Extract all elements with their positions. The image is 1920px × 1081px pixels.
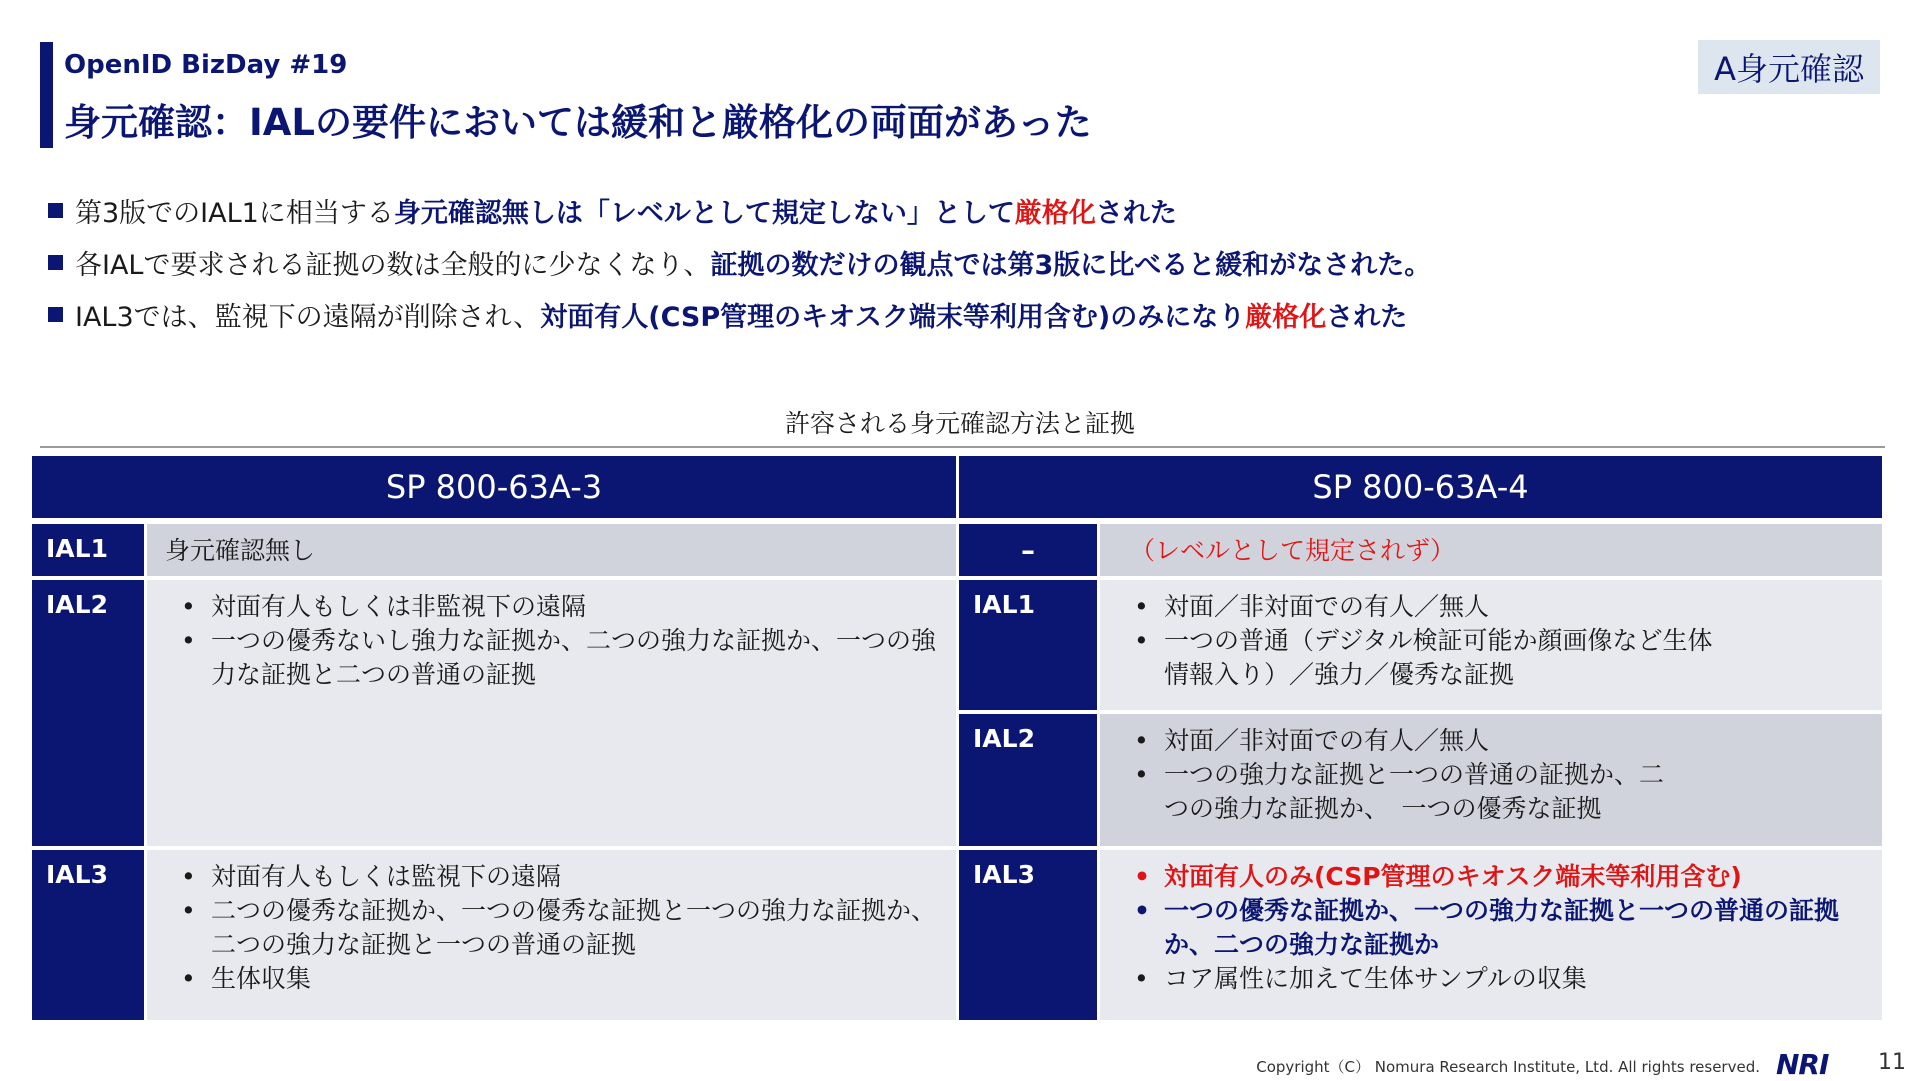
list-item: • 対面／非対面での有人／無人 <box>1118 724 1678 758</box>
bullet-3-seg-1: IAL3では、監視下の遠隔が削除され、 <box>75 301 541 333</box>
square-bullet-icon <box>48 307 63 322</box>
bullet-2-seg-1: 各IALで要求される証拠の数は全般的に少なくなり、 <box>75 249 711 281</box>
right-ial1-label: IAL1 <box>959 580 1097 710</box>
bullet-1-seg-2: 身元確認無しは「レベルとして規定しない」として <box>393 197 1015 229</box>
section-tag: A身元確認 <box>1698 40 1880 94</box>
page-number: 11 <box>1878 1050 1906 1075</box>
left-ial2-list <box>165 590 938 692</box>
list-item: • コア属性に加えて生体サンプルの収集 <box>1118 962 1864 996</box>
left-ial1-text: 身元確認無し <box>147 524 956 576</box>
list-item: • 二つの優秀な証拠か、一つの優秀な証拠と一つの強力な証拠か、二つの強力な証拠と一つの普通の証拠 <box>165 894 938 962</box>
right-ial3-list <box>1118 860 1864 996</box>
copyright-footer: Copyright（C） Nomura Research Institute, Ltd. All rights reserved. <box>1256 1058 1760 1076</box>
caption-divider <box>40 446 1885 448</box>
right-ial2-label: IAL2 <box>959 714 1097 846</box>
title-accent-bar <box>40 42 53 148</box>
bullet-3 <box>48 288 1878 340</box>
left-ial3-label: IAL3 <box>32 850 144 1020</box>
bullet-1-seg-1: 第3版でのIAL1に相当する <box>75 197 394 229</box>
right-ial2-list <box>1118 724 1678 826</box>
bullet-list <box>48 184 1878 340</box>
bullet-3-seg-3: 厳格化 <box>1245 301 1327 333</box>
table-caption: 許容される身元確認方法と証拠 <box>784 409 1135 438</box>
square-bullet-icon <box>48 203 63 218</box>
bullet-2 <box>48 236 1878 288</box>
list-item: • 対面有人もしくは監視下の遠隔 <box>165 860 938 894</box>
left-ial1-label: IAL1 <box>32 524 144 576</box>
left-ial2-label: IAL2 <box>32 580 144 846</box>
list-item: • 一つの普通（デジタル検証可能か顔画像など生体情報入り）／強力／優秀な証拠 <box>1118 624 1718 692</box>
list-item: • 対面有人もしくは非監視下の遠隔 <box>165 590 938 624</box>
list-item: • 対面／非対面での有人／無人 <box>1118 590 1718 624</box>
bullet-1-seg-4: された <box>1095 197 1177 229</box>
left-column-header: SP 800-63A-3 <box>32 456 956 518</box>
left-ial3-list <box>165 860 938 996</box>
list-item: • 対面有人のみ(CSP管理のキオスク端末等利用含む) <box>1118 860 1864 894</box>
list-item: • 一つの強力な証拠と一つの普通の証拠か、二つの強力な証拠か、 一つの優秀な証拠 <box>1118 758 1678 826</box>
right-column-header: SP 800-63A-4 <box>959 456 1882 518</box>
bullet-1 <box>48 184 1878 236</box>
bullet-2-seg-2: 証拠の数だけの観点では第3版に比べると緩和がなされた。 <box>710 249 1432 281</box>
right-ial1-list <box>1118 590 1718 692</box>
event-subtitle: OpenID BizDay #19 <box>64 50 348 80</box>
bullet-3-seg-2: 対面有人(CSP管理のキオスク端末等利用含む)のみになり <box>540 301 1246 333</box>
right-ial3-cell <box>1100 850 1882 1020</box>
right-dash-label: – <box>959 524 1097 576</box>
right-dash-text: （レベルとして規定されず） <box>1100 524 1882 576</box>
left-ial3-cell <box>147 850 956 1020</box>
right-ial3-label: IAL3 <box>959 850 1097 1020</box>
left-ial2-cell <box>147 580 956 846</box>
right-ial2-cell <box>1100 714 1882 846</box>
square-bullet-icon <box>48 255 63 270</box>
list-item: • 一つの優秀ないし強力な証拠か、二つの強力な証拠か、一つの強力な証拠と二つの普通の証拠 <box>165 624 938 692</box>
list-item: • 一つの優秀な証拠か、一つの強力な証拠と一つの普通の証拠か、二つの強力な証拠か <box>1118 894 1864 962</box>
slide-title: 身元確認：IALの要件においては緩和と厳格化の両面があった <box>64 101 1092 144</box>
nri-logo: NRI <box>1776 1048 1829 1081</box>
bullet-3-seg-4: された <box>1326 301 1408 333</box>
list-item: • 生体収集 <box>165 962 938 996</box>
right-ial1-cell <box>1100 580 1882 710</box>
bullet-1-seg-3: 厳格化 <box>1014 197 1096 229</box>
